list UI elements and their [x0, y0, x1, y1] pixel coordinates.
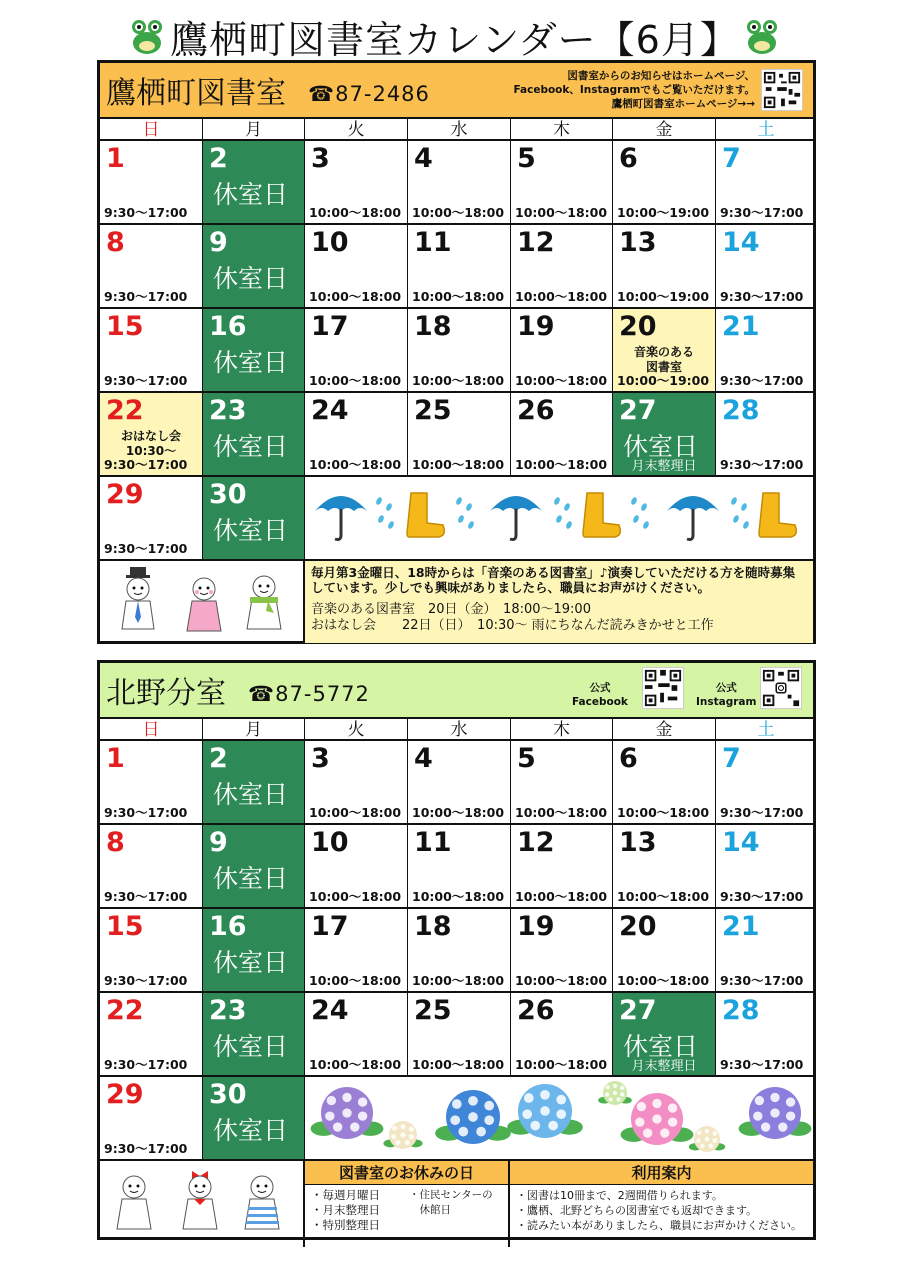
homepage-notice [513, 69, 755, 111]
day-number: 19 [517, 311, 555, 342]
day-number: 24 [311, 395, 349, 426]
opening-hours: 10:00～18:00 [617, 973, 710, 988]
day-number: 15 [106, 911, 144, 942]
day-cell [100, 909, 203, 993]
closed-day-label: 休室日 [213, 264, 289, 293]
hydrangea-icon [598, 1081, 632, 1105]
day-cell [408, 825, 511, 909]
notice-line: 図書室からのお知らせはホームページ、 [567, 70, 755, 82]
day-cell [511, 993, 613, 1077]
homepage-link[interactable]: 鷹栖町図書室ホームページ→→ [611, 98, 755, 110]
main-library-footer [100, 561, 813, 643]
instagram-qr-code[interactable] [760, 667, 802, 709]
opening-hours: 9:30～17:00 [720, 205, 804, 220]
day-number: 21 [722, 311, 760, 342]
main-library-header [100, 63, 813, 119]
day-number: 16 [209, 311, 247, 342]
day-number: 18 [414, 911, 452, 942]
day-number: 9 [209, 227, 228, 258]
opening-hours: 9:30～17:00 [104, 541, 188, 556]
day-number: 17 [311, 911, 349, 942]
weekday-label: 日 [100, 119, 203, 141]
opening-hours: 9:30～17:00 [104, 889, 188, 904]
day-number: 13 [619, 227, 657, 258]
closed-day-label: 休室日 [213, 516, 289, 545]
calendar-grid [100, 741, 813, 1161]
weekday-header [100, 719, 813, 741]
day-cell [716, 393, 816, 477]
holiday-item: ・住民センターの [409, 1189, 493, 1201]
day-cell [613, 141, 716, 225]
hydrangea-icon [435, 1090, 511, 1144]
opening-hours: 9:30～17:00 [720, 805, 804, 820]
day-number: 15 [106, 311, 144, 342]
weekday-label: 月 [203, 719, 305, 741]
weekday-header [100, 119, 813, 141]
day-number: 3 [311, 743, 330, 774]
hydrangea-icon [507, 1084, 583, 1138]
hydrangea-icon [383, 1121, 422, 1149]
opening-hours: 10:00～18:00 [515, 373, 608, 388]
day-number: 28 [722, 395, 760, 426]
raindrop-icon [630, 496, 650, 529]
day-number: 8 [106, 227, 125, 258]
opening-hours: 9:30～17:00 [104, 1141, 188, 1156]
day-cell [716, 741, 816, 825]
holidays-list [305, 1185, 508, 1236]
library-phone: ☎87-2486 [308, 82, 430, 106]
day-number: 14 [722, 827, 760, 858]
library-phone: ☎87-5772 [248, 682, 370, 706]
day-cell [305, 909, 408, 993]
day-number: 13 [619, 827, 657, 858]
opening-hours: 10:00～18:00 [309, 889, 402, 904]
day-number: 24 [311, 995, 349, 1026]
day-cell [100, 225, 203, 309]
day-cell [305, 825, 408, 909]
day-number: 26 [517, 995, 555, 1026]
weekday-label: 火 [305, 719, 408, 741]
calendar-grid [100, 141, 813, 561]
opening-hours: 10:00～18:00 [309, 457, 402, 472]
day-cell [716, 825, 816, 909]
day-number: 30 [209, 479, 247, 510]
day-number: 23 [209, 395, 247, 426]
day-number: 20 [619, 911, 657, 942]
day-number: 12 [517, 227, 555, 258]
day-cell [613, 393, 716, 477]
day-cell [100, 1077, 203, 1161]
weekday-label: 木 [511, 119, 613, 141]
day-cell [511, 225, 613, 309]
branch-library-footer [100, 1161, 813, 1247]
event-item: おはなし会 22日（日） 10:30～ 雨にちなんだ読みきかせと工作 [311, 618, 714, 633]
weekday-label: 水 [408, 719, 511, 741]
day-cell [305, 993, 408, 1077]
opening-hours: 10:00～18:00 [412, 289, 505, 304]
closed-day-label: 休室日 [213, 864, 289, 893]
library-name: 北野分室 [106, 676, 226, 711]
opening-hours: 9:30～17:00 [104, 289, 188, 304]
day-number: 28 [722, 995, 760, 1026]
day-number: 11 [414, 827, 452, 858]
opening-hours: 9:30～17:00 [104, 205, 188, 220]
day-number: 11 [414, 227, 452, 258]
day-cell [408, 741, 511, 825]
opening-hours: 10:00～18:00 [412, 205, 505, 220]
closed-day-label: 休室日 [623, 1032, 699, 1061]
day-cell [408, 393, 511, 477]
teruteru-illustrations [100, 561, 305, 643]
opening-hours: 10:00～18:00 [515, 889, 608, 904]
day-cell [716, 225, 816, 309]
opening-hours: 9:30～17:00 [104, 373, 188, 388]
opening-hours: 10:00～18:00 [515, 805, 608, 820]
day-cell [511, 141, 613, 225]
weekday-label: 火 [305, 119, 408, 141]
page-title [0, 8, 909, 64]
day-cell [613, 309, 716, 393]
day-cell [305, 393, 408, 477]
day-number: 20 [619, 311, 657, 342]
day-number: 29 [106, 479, 144, 510]
opening-hours: 10:00～18:00 [515, 205, 608, 220]
info-text: 毎月第3金曜日、18時からは「音楽のある図書室」♪演奏していただける方を随時募集しています。少しでも興味がありましたら、職員にお声がけください。 [311, 565, 796, 595]
opening-hours: 10:00～18:00 [515, 973, 608, 988]
guide-item: ・図書は10冊まで、2週間借りられます。 [516, 1189, 723, 1202]
day-cell [100, 309, 203, 393]
day-number: 18 [414, 311, 452, 342]
opening-hours: 9:30～17:00 [720, 289, 804, 304]
opening-hours: 9:30～17:00 [720, 973, 804, 988]
day-cell [511, 741, 613, 825]
day-number: 25 [414, 995, 452, 1026]
opening-hours: 10:00～18:00 [515, 289, 608, 304]
day-cell [613, 225, 716, 309]
teruteru-bozu-scarf-icon [244, 571, 284, 637]
day-cell [511, 309, 613, 393]
facebook-qr-code[interactable] [642, 667, 684, 709]
day-number: 30 [209, 1079, 247, 1110]
day-number: 9 [209, 827, 228, 858]
opening-hours: 10:00～18:00 [412, 457, 505, 472]
day-cell [613, 909, 716, 993]
day-cell [203, 993, 305, 1077]
day-number: 3 [311, 143, 330, 174]
opening-hours: 10:00～19:00 [617, 373, 710, 388]
teruteru-illustrations [100, 1161, 305, 1247]
opening-hours: 10:00～18:00 [515, 457, 608, 472]
opening-hours: 10:00～18:00 [309, 973, 402, 988]
day-cell [305, 225, 408, 309]
umbrella-icon [490, 496, 542, 540]
day-number: 12 [517, 827, 555, 858]
teruteru-bozu-hat-icon [118, 565, 158, 637]
closed-day-label: 休室日 [213, 432, 289, 461]
day-number: 16 [209, 911, 247, 942]
opening-hours: 10:00～18:00 [617, 805, 710, 820]
closed-day-label: 休室日 [213, 1116, 289, 1145]
music-library-info [305, 561, 813, 643]
frog-icon [745, 17, 779, 55]
opening-hours: 9:30～17:00 [104, 457, 188, 472]
day-cell [203, 909, 305, 993]
event-label: 音楽のある 図書室 [633, 345, 694, 374]
day-cell [203, 309, 305, 393]
rain-boot-icon [759, 493, 796, 537]
closed-reason: 月末整理日 [631, 1059, 697, 1074]
day-cell [716, 993, 816, 1077]
hydrangea-icon [739, 1087, 812, 1139]
day-cell [305, 141, 408, 225]
day-number: 6 [619, 743, 638, 774]
opening-hours: 10:00～18:00 [412, 373, 505, 388]
library-name: 鷹栖町図書室 [106, 76, 286, 111]
closed-day-label: 休室日 [213, 780, 289, 809]
guide-item: ・読みたい本がありましたら、職員にお声かけください。 [516, 1219, 802, 1232]
day-cell [203, 225, 305, 309]
raindrop-icon [375, 496, 395, 529]
event-label: おはなし会 10:30～ [120, 429, 181, 458]
closed-reason: 月末整理日 [631, 459, 697, 474]
umbrella-icon [315, 496, 367, 540]
day-number: 22 [106, 995, 144, 1026]
weekday-label: 月 [203, 119, 305, 141]
weekday-label: 土 [757, 120, 775, 140]
weekday-label: 土 [757, 720, 775, 740]
homepage-qr-code[interactable] [761, 69, 803, 111]
day-number: 26 [517, 395, 555, 426]
day-number: 1 [106, 143, 125, 174]
day-number: 4 [414, 743, 433, 774]
day-number: 1 [106, 743, 125, 774]
day-cell [305, 309, 408, 393]
holiday-item: ・月末整理日 [311, 1203, 380, 1217]
opening-hours: 10:00～18:00 [515, 1057, 608, 1072]
branch-library-calendar [97, 660, 816, 1240]
day-cell [408, 225, 511, 309]
rain-decoration [305, 477, 816, 561]
day-cell [408, 909, 511, 993]
day-cell [511, 909, 613, 993]
opening-hours: 10:00～18:00 [412, 805, 505, 820]
event-item: 音楽のある図書室 20日（金） 18:00～19:00 [311, 602, 591, 617]
opening-hours: 10:00～18:00 [309, 373, 402, 388]
weekday-label: 木 [511, 719, 613, 741]
opening-hours: 10:00～18:00 [412, 973, 505, 988]
day-cell [613, 741, 716, 825]
day-number: 6 [619, 143, 638, 174]
opening-hours: 10:00～18:00 [309, 289, 402, 304]
day-number: 7 [722, 143, 741, 174]
day-cell [203, 393, 305, 477]
opening-hours: 10:00～18:00 [309, 805, 402, 820]
raindrop-icon [553, 496, 573, 529]
day-cell [408, 309, 511, 393]
day-cell [100, 993, 203, 1077]
day-cell [716, 141, 816, 225]
raindrop-icon [455, 496, 475, 529]
day-number: 17 [311, 311, 349, 342]
closed-day-label: 休室日 [213, 180, 289, 209]
day-number: 5 [517, 743, 536, 774]
calendar-title: 鷹栖町図書室カレンダー【6月】 [170, 17, 739, 62]
day-cell [100, 825, 203, 909]
teruteru-bozu-stripe-icon [242, 1171, 282, 1237]
holidays-box [305, 1161, 510, 1247]
opening-hours: 10:00～18:00 [617, 889, 710, 904]
opening-hours: 10:00～18:00 [412, 889, 505, 904]
day-cell [100, 477, 203, 561]
notice-line: Facebook、Instagramでもご覧いただけます。 [513, 84, 755, 96]
facebook-label: 公式 Facebook [572, 682, 628, 708]
usage-guide-box [510, 1161, 813, 1247]
teruteru-bozu-pink-icon [184, 573, 224, 639]
hydrangea-decoration [305, 1077, 816, 1161]
opening-hours: 9:30～17:00 [104, 1057, 188, 1072]
closed-day-label: 休室日 [623, 432, 699, 461]
opening-hours: 10:00～18:00 [309, 1057, 402, 1072]
opening-hours: 9:30～17:00 [720, 373, 804, 388]
day-cell [203, 825, 305, 909]
day-cell [100, 393, 203, 477]
day-number: 10 [311, 827, 349, 858]
usage-guide-list [510, 1185, 813, 1236]
day-number: 2 [209, 743, 228, 774]
rain-boot-icon [407, 493, 444, 537]
main-library-calendar [97, 60, 816, 644]
weekday-label: 金 [613, 719, 716, 741]
day-number: 21 [722, 911, 760, 942]
opening-hours: 9:30～17:00 [720, 457, 804, 472]
hydrangea-icon [311, 1087, 384, 1139]
day-number: 22 [106, 395, 144, 426]
instagram-label: 公式 Instagram [696, 682, 757, 708]
holiday-item: 休館日 [409, 1204, 451, 1216]
raindrop-icon [730, 496, 750, 529]
day-cell [203, 477, 305, 561]
day-number: 2 [209, 143, 228, 174]
weekday-label: 水 [408, 119, 511, 141]
opening-hours: 10:00～19:00 [617, 289, 710, 304]
usage-guide-title: 利用案内 [510, 1161, 813, 1185]
day-number: 27 [619, 395, 657, 426]
closed-day-label: 休室日 [213, 948, 289, 977]
opening-hours: 9:30～17:00 [104, 973, 188, 988]
weekday-label: 金 [613, 119, 716, 141]
day-cell [408, 993, 511, 1077]
opening-hours: 9:30～17:00 [104, 805, 188, 820]
hydrangea-icon [689, 1126, 725, 1152]
opening-hours: 9:30～17:00 [720, 1057, 804, 1072]
opening-hours: 10:00～18:00 [412, 1057, 505, 1072]
opening-hours: 9:30～17:00 [720, 889, 804, 904]
day-number: 25 [414, 395, 452, 426]
day-cell [511, 825, 613, 909]
day-cell [203, 741, 305, 825]
day-number: 4 [414, 143, 433, 174]
guide-item: ・鷹栖、北野どちらの図書室でも返却できます。 [516, 1204, 758, 1217]
holidays-title: 図書室のお休みの日 [305, 1161, 508, 1185]
umbrella-icon [667, 496, 719, 540]
day-number: 7 [722, 743, 741, 774]
holiday-item: ・特別整理日 [311, 1218, 380, 1232]
opening-hours: 10:00～18:00 [309, 205, 402, 220]
event-list [311, 602, 807, 634]
day-cell [100, 141, 203, 225]
day-cell [511, 393, 613, 477]
branch-library-header [100, 663, 813, 719]
day-number: 14 [722, 227, 760, 258]
closed-day-label: 休室日 [213, 1032, 289, 1061]
day-number: 29 [106, 1079, 144, 1110]
day-number: 19 [517, 911, 555, 942]
day-number: 23 [209, 995, 247, 1026]
day-number: 5 [517, 143, 536, 174]
weekday-label: 日 [100, 719, 203, 741]
holiday-item: ・毎週月曜日 [311, 1188, 380, 1202]
teruteru-bozu-bow-icon [180, 1167, 220, 1237]
frog-icon [130, 17, 164, 55]
day-cell [100, 741, 203, 825]
day-cell [716, 909, 816, 993]
closed-day-label: 休室日 [213, 348, 289, 377]
day-cell [305, 741, 408, 825]
day-cell [203, 141, 305, 225]
day-cell [408, 141, 511, 225]
day-cell [203, 1077, 305, 1161]
day-cell [613, 825, 716, 909]
day-number: 27 [619, 995, 657, 1026]
day-cell [613, 993, 716, 1077]
teruteru-bozu-plain-icon [114, 1171, 154, 1237]
day-number: 8 [106, 827, 125, 858]
day-cell [716, 309, 816, 393]
opening-hours: 10:00～19:00 [617, 205, 710, 220]
day-number: 10 [311, 227, 349, 258]
rain-boot-icon [583, 493, 620, 537]
